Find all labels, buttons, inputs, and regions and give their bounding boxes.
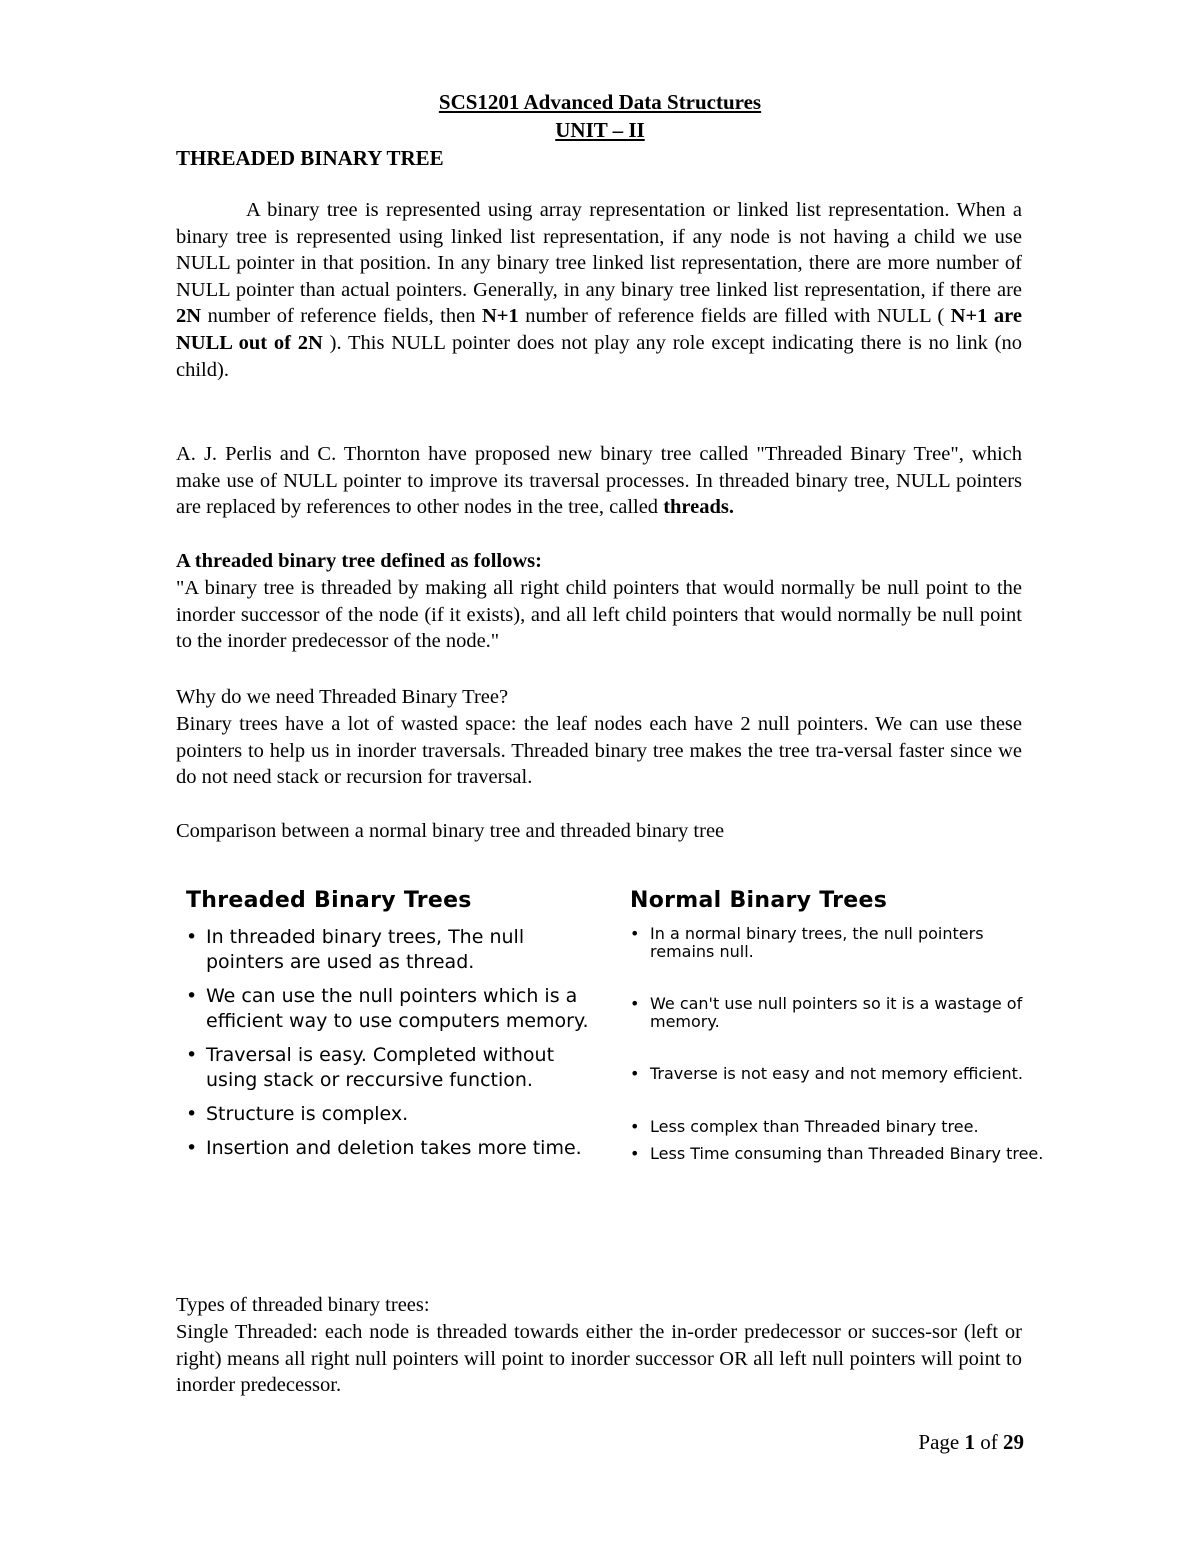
threads-term: threads.: [663, 496, 734, 519]
list-item: • Insertion and deletion takes more time.: [186, 1136, 606, 1161]
normal-trees-column: [630, 888, 1050, 1163]
list-item: • We can use the null pointers which is a efficient way to use computers memory.: [186, 984, 606, 1034]
page-of: of: [975, 1430, 1003, 1454]
list-item: • Structure is complex.: [186, 1102, 606, 1127]
why-question: Why do we need Threaded Binary Tree?: [176, 686, 509, 708]
types-heading: Types of threaded binary trees:: [176, 1294, 430, 1316]
list-item: • In a normal binary trees, the null pointers remains null.: [630, 925, 1050, 961]
definition-heading: A threaded binary tree defined as follows:: [176, 550, 542, 572]
list-item: • Traversal is easy. Completed without using stack or reccursive function.: [186, 1043, 606, 1093]
course-title: SCS1201 Advanced Data Structures: [438, 90, 762, 114]
page-current: 1: [964, 1430, 975, 1454]
perlis-text: A. J. Perlis and C. Thornton have proposed new binary tree called "Threaded Binary Tree", which make use of NULL pointer to improve its traversal processes. In threaded binary tree, NULL pointers are replaced by references to other nodes in the tree, called: [176, 443, 1022, 519]
definition-quote: "A binary tree is threaded by making all right child pointers that would normally be null point to the inorder successor of the node (if it exists), and all left child pointers that would normally be null point to the inorder predecessor of the node.": [176, 577, 1022, 653]
threaded-trees-list: [186, 925, 606, 1161]
threaded-trees-column: [186, 888, 606, 1170]
page-label: Page: [918, 1430, 965, 1454]
comparison-intro: Comparison between a normal binary tree and threaded binary tree: [176, 820, 725, 842]
document-header: [0, 88, 1200, 144]
list-item: • We can't use null pointers so it is a wastage of memory.: [630, 995, 1050, 1031]
page-total: 29: [1003, 1430, 1024, 1454]
section-title: THREADED BINARY TREE: [176, 146, 444, 170]
list-item: • Less Time consuming than Threaded Binary tree.: [630, 1145, 1050, 1163]
list-item: • In threaded binary trees, The null pointers are used as thread.: [186, 925, 606, 975]
intro-bold-n1: N+1: [481, 305, 519, 328]
intro-bold-2n: 2N: [176, 305, 202, 328]
single-threaded-paragraph: Single Threaded: each node is threaded towards either the in-order predecessor or succes-sor (left or right) means all right null pointers will point to inorder successor OR all left null pointers will point to inorder predecessor.: [176, 1321, 1022, 1397]
intro-paragraph: [176, 197, 1022, 383]
intro-lead: A binary tree is represented using array representation or linked list representation. When a binary tree is represented using linked list representation, if any node is not having a child we use NULL pointer in that position. In any binary tree linked list representation, there are more number of NULL pointer than actual pointers. Generally, in any binary tree linked list representation, if there are: [176, 199, 1022, 301]
why-answer: Binary trees have a lot of wasted space: the leaf nodes each have 2 null pointers. We can use these pointers to help us in inorder traversals. Threaded binary tree makes the tree tra-versal faster since we do not need stack or recursion for traversal.: [176, 713, 1022, 789]
threaded-trees-title: Threaded Binary Trees: [186, 888, 472, 913]
intro-mid1: number of reference fields, then: [201, 305, 482, 328]
perlis-paragraph: [176, 441, 1022, 521]
intro-tail: ). This NULL pointer does not play any role except indicating there is no link (no child).: [176, 331, 1023, 381]
page-number: [918, 1430, 1024, 1455]
intro-bold-null-count: N+1 are NULL out of 2N: [176, 305, 1022, 354]
intro-mid2: number of reference fields are filled with NULL (: [518, 305, 951, 328]
normal-trees-list: [630, 925, 1050, 1163]
unit-title: UNIT – II: [555, 118, 645, 142]
list-item: • Traverse is not easy and not memory efficient.: [630, 1065, 1050, 1083]
list-item: • Less complex than Threaded binary tree.: [630, 1118, 1050, 1136]
normal-trees-title: Normal Binary Trees: [630, 888, 888, 913]
